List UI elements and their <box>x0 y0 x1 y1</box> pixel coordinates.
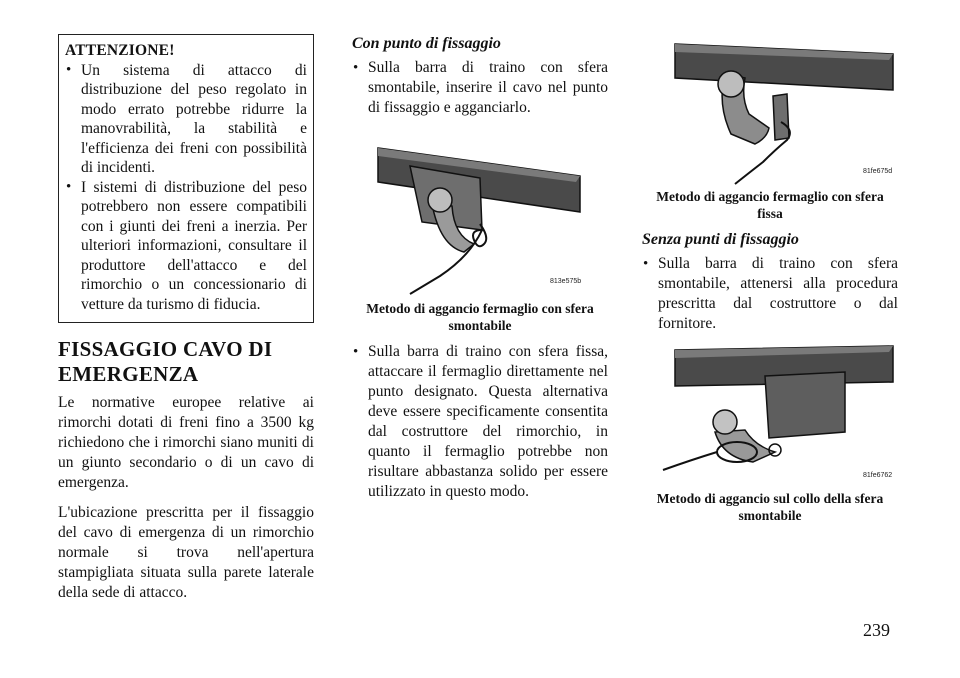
hitch-illustration-neck <box>645 342 895 488</box>
figure-fixed-ball <box>645 34 895 186</box>
with-point-bullet: • Sulla barra di traino con sfera fissa, attaccare il fermaglio direttamente nel punto designato. Questa alternativa deve essere specificamente consentita dal costruttore del rimorchio, in quanto il fermaglio potrebbe non risultare abbastanza solido per essere utilizzato in questo modo. <box>352 342 608 502</box>
with-point-bullet: • Sulla barra di traino con sfera smontabile, inserire il cavo nel punto di fissaggio e agganciarlo. <box>352 58 608 118</box>
figure-code: 81fe6762 <box>863 472 893 479</box>
figure-code: 813e575b <box>550 278 582 285</box>
with-point-list-2 <box>352 342 608 502</box>
figure-code: 81fe675d <box>863 168 893 175</box>
without-point-list <box>642 254 898 334</box>
with-point-list-1 <box>352 58 608 118</box>
without-point-bullet: • Sulla barra di traino con sfera smontabile, attenersi alla procedura prescritta dal costruttore o dal fornitore. <box>642 254 898 334</box>
warning-title: ATTENZIONE! <box>65 42 175 59</box>
figure-removable-neck <box>645 342 895 488</box>
hitch-illustration-fixed <box>645 34 895 186</box>
page-number: 239 <box>863 620 890 640</box>
figure-removable-ball <box>370 126 590 298</box>
figure-caption: Metodo di aggancio fermaglio con sfera fissa <box>656 189 884 221</box>
figure-caption: Metodo di aggancio fermaglio con sfera smontabile <box>366 301 594 333</box>
warning-item: • Un sistema di attacco di distribuzione del peso regolato in modo errato potrebbe ridurre la manovrabilità, la stabilità e l'efficienza dei freni con possibilità di incidenti. <box>65 61 307 178</box>
section-paragraph: Le normative europee relative ai rimorchi dotati di freni fino a 3500 kg richiedono che i rimorchi siano muniti di un giunto secondario o di un cavo di emergenza. <box>58 394 314 491</box>
warning-list <box>65 61 307 315</box>
warning-box <box>58 34 314 323</box>
hitch-illustration-removable <box>370 126 590 298</box>
subheading-without-point: Senza punti di fissaggio <box>642 231 799 248</box>
warning-item: • I sistemi di distribuzione del peso potrebbero non essere compatibili con i giunti dei freni a inerzia. Per ulteriori informazioni, consultare il produttore dell'attacco e del rimorchio o un concessionario di vetture da turismo di fiducia. <box>65 178 307 315</box>
column-middle <box>352 34 608 510</box>
section-heading: FISSAGGIO CAVO DI EMERGENZA <box>58 337 273 386</box>
subheading-with-point: Con punto di fissaggio <box>352 35 501 52</box>
section-paragraph: L'ubicazione prescritta per il fissaggio del cavo di emergenza di un rimorchio normale si trova nell'apertura stampigliata situata sulla parete laterale della sede di attacco. <box>58 504 314 601</box>
column-left <box>58 34 314 613</box>
column-right <box>642 34 898 532</box>
figure-caption: Metodo di aggancio sul collo della sfera smontabile <box>656 491 884 523</box>
